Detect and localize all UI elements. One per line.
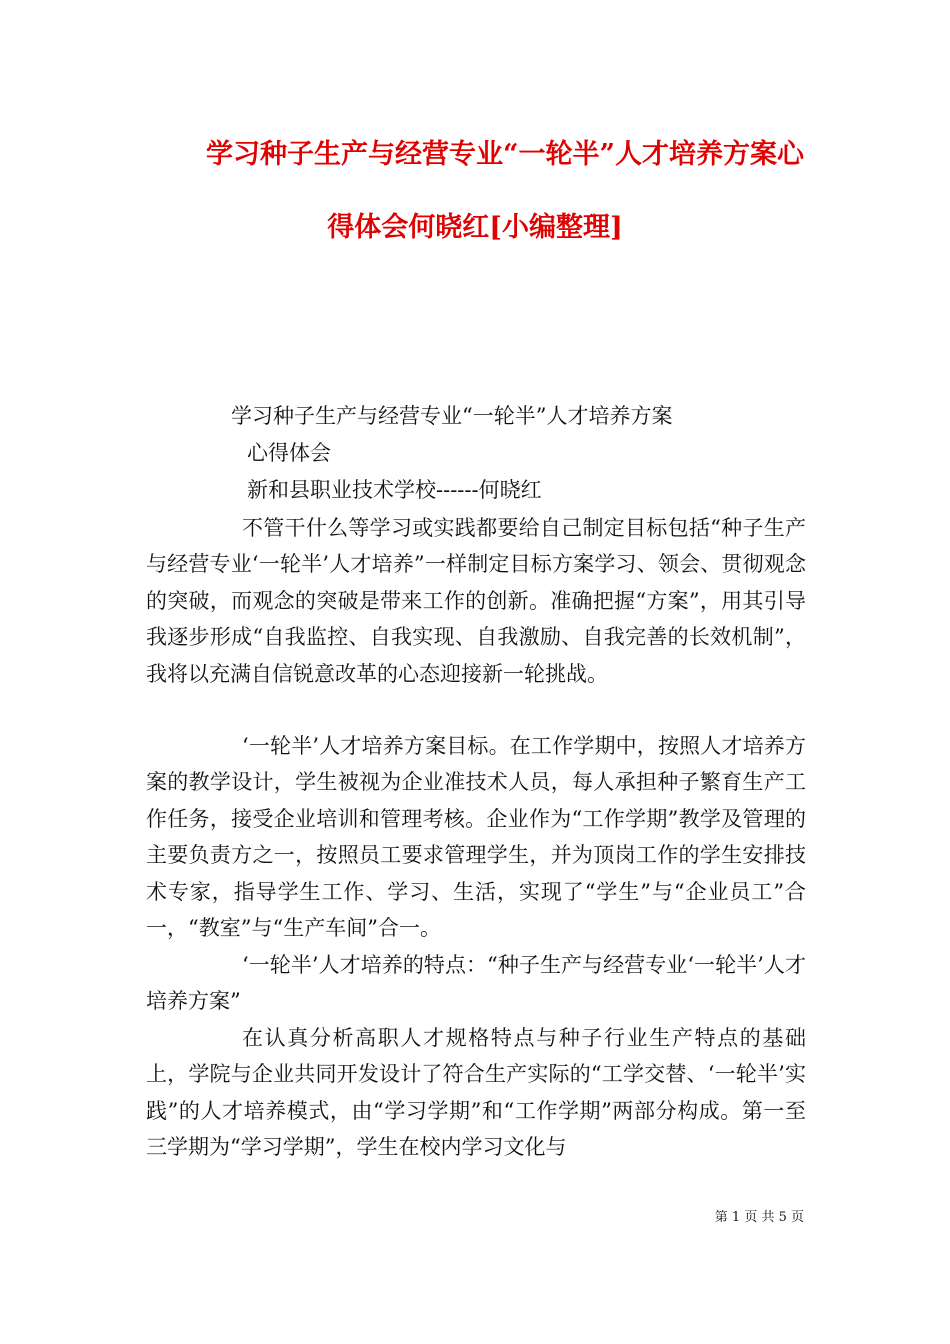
document-title-line-2: 得体会何晓红[小编整理] xyxy=(327,212,623,243)
subtitle-line-1: 学习种子生产与经营专业“一轮半”人才培养方案 xyxy=(231,404,673,428)
document-title-line-1: 学习种子生产与经营专业“一轮半”人才培养方案心 xyxy=(205,139,805,170)
page-number: 第 1 页 共 5 页 xyxy=(714,1210,804,1225)
paragraph-1: 不管干什么等学习或实践都要给自己制定目标包括“种子生产与经营专业‘一轮半’人才培养”一样制定目标方案学习、领会、贯彻观念的突破，而观念的突破是带来工作的创新。准确把握“方案”，用其引导我逐步形成“自我监控、自我实现、自我激励、自我完善的长效机制”，我将以充满自信锐意改革的心态迎接新一轮挑战。 xyxy=(146,516,806,686)
paragraph-2: ‘一轮半’人才培养方案目标。在工作学期中，按照人才培养方案的教学设计，学生被视为企业准技术人员，每人承担种子繁育生产工作任务，接受企业培训和管理考核。企业作为“工作学期”教学及管理的主要负责方之一，按照员工要求管理学生，并为顶岗工作的学生安排技术专家，指导学生工作、学习、生活，实现了“学生”与“企业员工”合一，“教室”与“生产车间”合一。 xyxy=(146,734,806,941)
paragraph-3: ‘一轮半’人才培养的特点：“种子生产与经营专业‘一轮半’人才培养方案” xyxy=(146,953,806,1014)
paragraph-4: 在认真分析高职人才规格特点与种子行业生产特点的基础上，学院与企业共同开发设计了符合生产实际的“工学交替、‘一轮半’实践”的人才培养模式，由“学习学期”和“工作学期”两部分构成。第一至三学期为“学习学期”，学生在校内学习文化与 xyxy=(146,1026,806,1160)
author-line: 新和县职业技术学校------何晓红 xyxy=(247,478,542,502)
subtitle-line-2: 心得体会 xyxy=(247,441,331,465)
